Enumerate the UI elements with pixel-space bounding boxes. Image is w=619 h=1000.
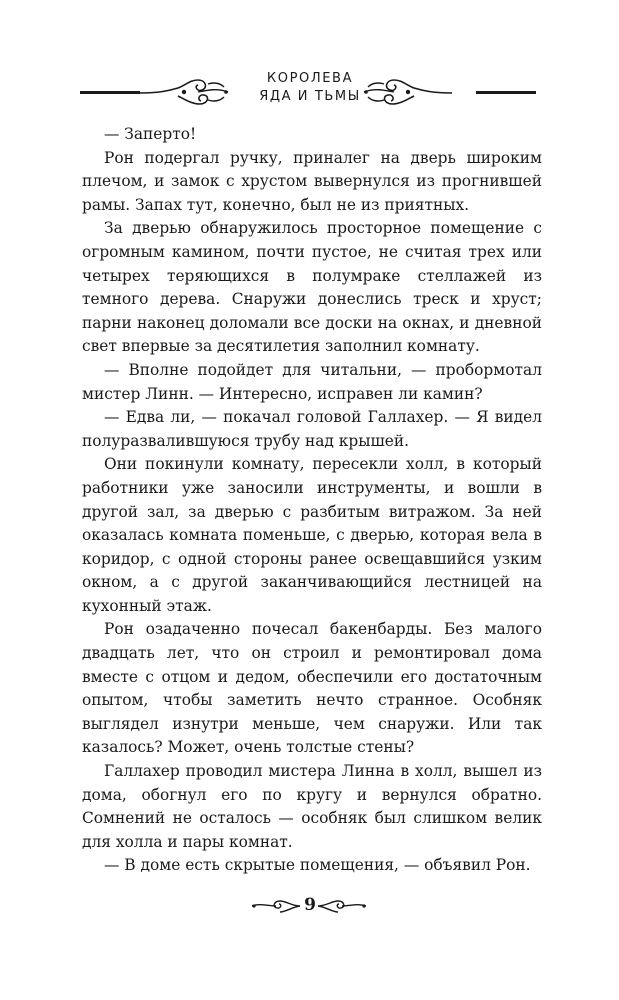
paragraph: Галлахер проводил мистера Линна в холл, вышел из дома, обогнул его по кругу и вернулся обратно. Сомнений не осталось — особняк был слишком велик для холла и пары комнат. [82,762,542,851]
flourish-left-icon [138,74,230,110]
running-header [0,62,619,122]
paragraph: — В доме есть скрытые помещения, — объявил Рон. [104,856,531,875]
paragraph: — Вполне подойдет для читальни, — пробормотал мистер Линн. — Интересно, исправен ли камин? [82,360,542,403]
page-footer [0,893,619,923]
chapter-text [82,123,542,878]
paragraph: — Заперто! [104,125,197,143]
paragraph: За дверью обнаружилось просторное помещение с огромным камином, почти пустое, не считая трех или четырех теряющихся в полумраке стеллажей из темного дерева. Снаружи донеслись треск и хруст; парни наконец доломали все доски на окнах, и дневной свет впервые за десятилетия заполнил комнату. [82,219,542,356]
flourish-right-icon [362,74,454,110]
running-title-line-2: ЯДА И ТЬМЫ [259,89,361,104]
paragraph: — Едва ли, — покачал головой Галлахер. — Я видел полуразвалившуюся трубу над крышей. [82,408,542,450]
paragraph: Рон подергал ручку, приналег на дверь широким плечом, и замок с хрустом вывернулся из прогнившей рамы. Запах тут, конечно, был не из приятных. [82,148,542,214]
header-rule-left [80,91,140,94]
running-title-line-1: КОРОЛЕВА [266,71,354,86]
folio-flourish-right-icon [316,897,368,915]
page-number: 9 [304,895,316,915]
paragraph: Рон озадаченно почесал бакенбарды. Без малого двадцать лет, что он строил и ремонтировал дома вместе с отцом и дедом, обеспечили его достаточным опытом, чтобы заметить нечто странное. Особняк выглядел изнутри меньше, чем снаружи. Или так казалось? Может, очень толстые стены? [82,620,542,757]
header-rule-right [476,91,536,94]
paragraph: Они покинули комнату, пересекли холл, в который работники уже заносили инструменты, и вошли в другой зал, за дверью с разбитым витражом. За ней оказалась комната поменьше, с дверью, которая вела в коридор, с одной стороны ранее освещавшийся узким окном, а с другой заканчивающийся лестницей на кухонный этаж. [82,455,542,615]
